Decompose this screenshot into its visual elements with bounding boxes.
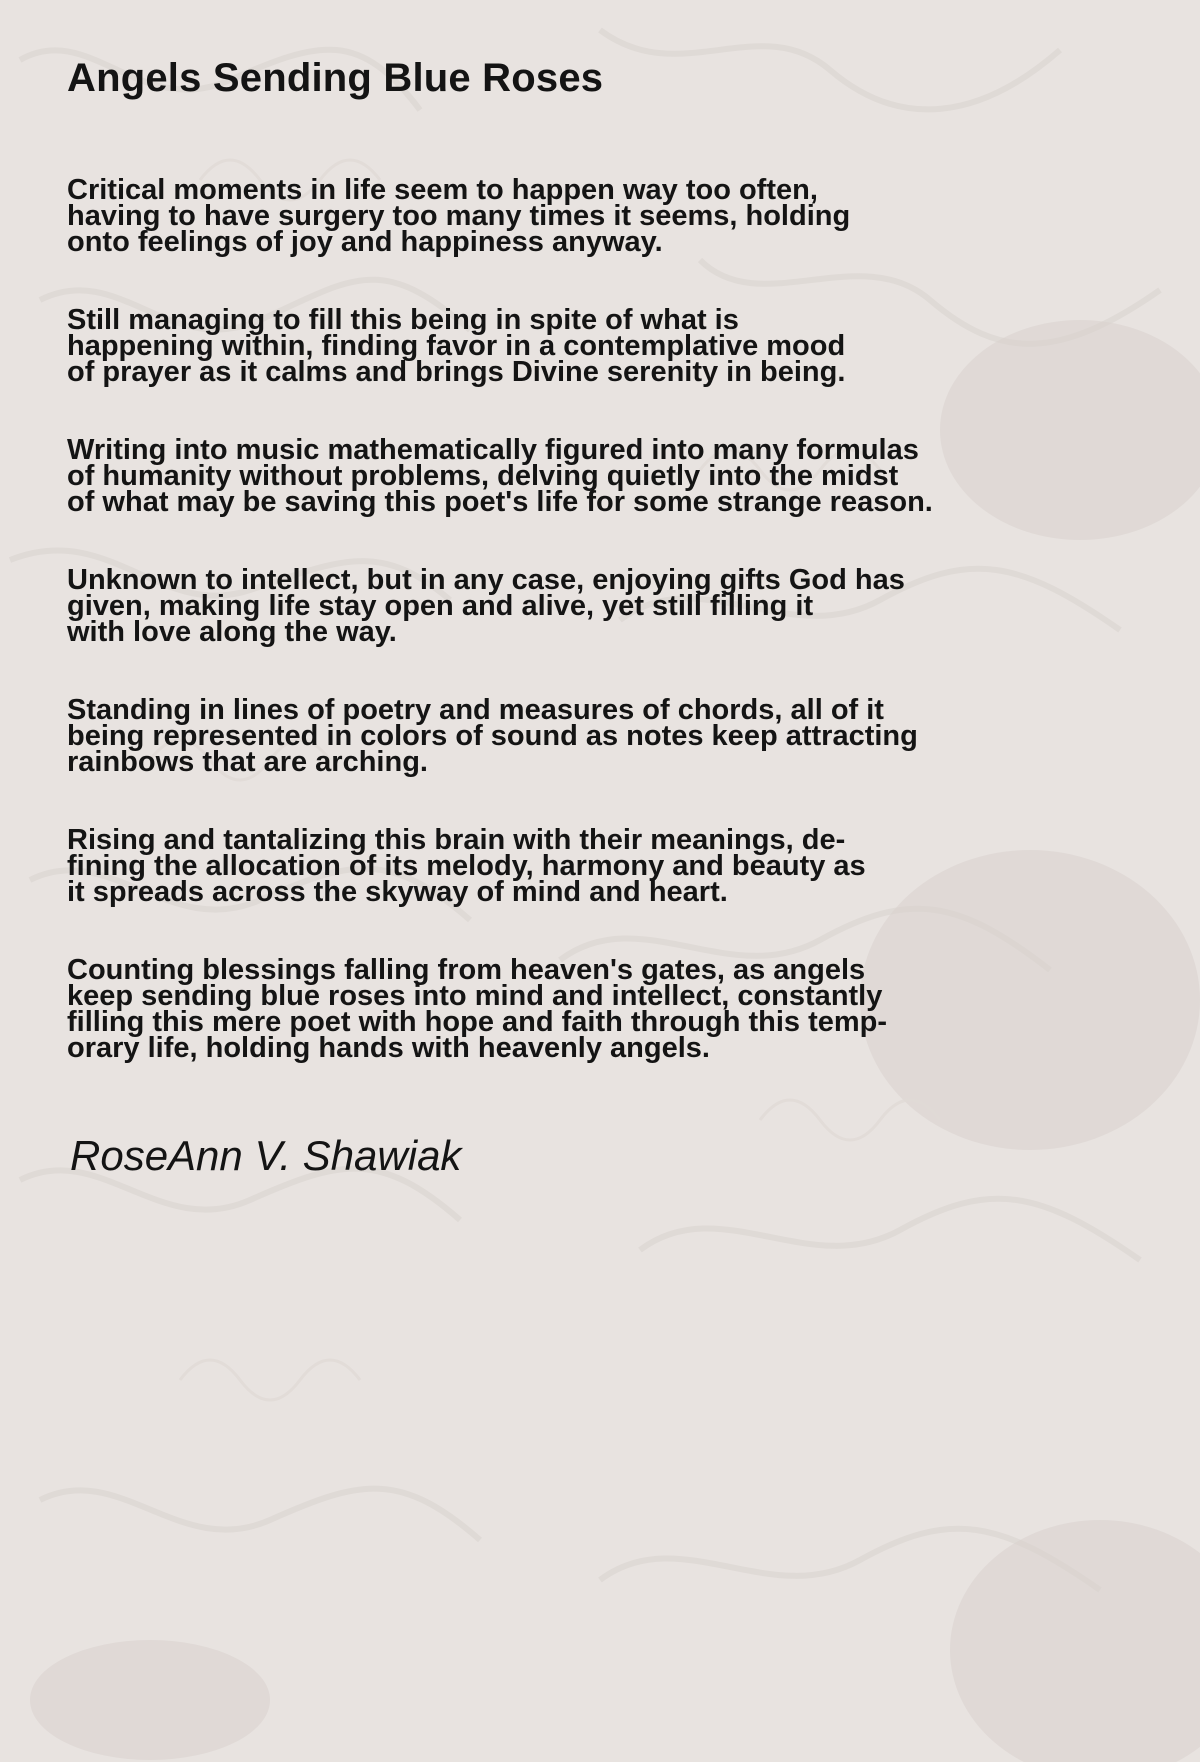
stanza-3 bbox=[67, 424, 1147, 528]
poem-line: happening within, finding favor in a contemplative mood bbox=[67, 330, 846, 362]
poem-line: onto feelings of joy and happiness anyway. bbox=[67, 226, 663, 258]
poem-line: with love along the way. bbox=[67, 616, 397, 648]
poem-line: of prayer as it calms and brings Divine serenity in being. bbox=[67, 356, 846, 388]
poem-line: of what may be saving this poet's life for some strange reason. bbox=[67, 486, 933, 518]
poem-line: being represented in colors of sound as notes keep attracting bbox=[67, 720, 918, 752]
poem-line: Writing into music mathematically figured into many formulas bbox=[67, 434, 919, 466]
poem-line: orary life, holding hands with heavenly angels. bbox=[67, 1032, 710, 1064]
poem-line: of humanity without problems, delving quietly into the midst bbox=[67, 460, 899, 492]
poem-line: Standing in lines of poetry and measures of chords, all of it bbox=[67, 694, 884, 726]
poem-line: having to have surgery too many times it seems, holding bbox=[67, 200, 851, 232]
poem-line: it spreads across the skyway of mind and heart. bbox=[67, 876, 728, 908]
stanza-4 bbox=[67, 554, 1147, 658]
poem-body bbox=[67, 164, 1147, 1074]
poem-line: Counting blessings falling from heaven's gates, as angels bbox=[67, 954, 866, 986]
stanza-6 bbox=[67, 814, 1147, 918]
stanza-7 bbox=[67, 944, 1147, 1074]
stanza-2 bbox=[67, 294, 1147, 398]
poem-line: Rising and tantalizing this brain with their meanings, de- bbox=[67, 824, 846, 856]
stanza-1 bbox=[67, 164, 1147, 268]
poem-line: filling this mere poet with hope and faith through this temp- bbox=[67, 1006, 888, 1038]
poem-title: Angels Sending Blue Roses bbox=[67, 56, 604, 100]
poem-line: fining the allocation of its melody, harmony and beauty as bbox=[67, 850, 866, 882]
poem-line: Critical moments in life seem to happen way too often, bbox=[67, 174, 818, 206]
poem-line: rainbows that are arching. bbox=[67, 746, 428, 778]
poem-line: given, making life stay open and alive, yet still filling it bbox=[67, 590, 814, 622]
poem-author: RoseAnn V. Shawiak bbox=[70, 1132, 462, 1179]
poem-container bbox=[67, 46, 1147, 1186]
poem-line: keep sending blue roses into mind and intellect, constantly bbox=[67, 980, 883, 1012]
poem-line: Still managing to fill this being in spite of what is bbox=[67, 304, 739, 336]
poem-line: Unknown to intellect, but in any case, enjoying gifts God has bbox=[67, 564, 905, 596]
stanza-5 bbox=[67, 684, 1147, 788]
